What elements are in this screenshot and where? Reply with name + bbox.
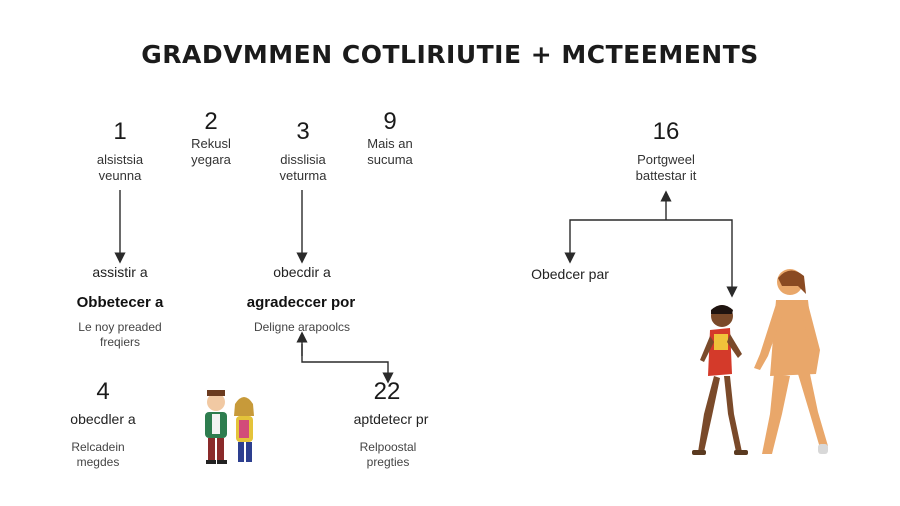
- node-1-number: 1: [113, 118, 127, 145]
- node-9-number: 9: [383, 108, 397, 135]
- diagram-title: GRADVMMEN COTLIRIUTIE + MCTEEMENTS: [141, 40, 759, 69]
- node-16-number: 16: [652, 118, 680, 145]
- cartoon-couple-illustration: [196, 386, 266, 470]
- col2-note2: Relpoostal pregties: [359, 440, 417, 469]
- node-2-number: 2: [204, 108, 218, 135]
- col1-step: assistir a: [92, 264, 148, 280]
- node-3-label: disslisia veturma: [279, 152, 327, 183]
- node-22-label: aptdetecr pr: [353, 411, 429, 427]
- node-22-number: 22: [373, 378, 401, 405]
- col2-bold: agradeccer por: [246, 294, 356, 311]
- node-2-label: Rekusl yegara: [191, 136, 231, 167]
- node-4-label: obecdler a: [70, 411, 136, 427]
- branch-label: Obedcer par: [531, 266, 609, 282]
- branch-left: [570, 220, 666, 258]
- walking-figures-illustration: [670, 264, 840, 464]
- col1-note2: Relcadein megdes: [71, 440, 125, 469]
- node-3-number: 3: [296, 118, 310, 145]
- col2-step: obecdir a: [273, 264, 331, 280]
- col1-note: Le noy preaded freqiers: [78, 320, 162, 349]
- node-1-label: alsistsia veunna: [96, 152, 144, 183]
- col2-note: Deligne arapoolcs: [253, 320, 351, 334]
- node-16-label: Portgweel battestar it: [635, 152, 697, 183]
- node-4-number: 4: [96, 378, 110, 405]
- col1-bold: Obbetecer a: [76, 294, 164, 311]
- arrow-loop: [302, 344, 388, 378]
- node-9-label: Mais an sucuma: [367, 136, 413, 167]
